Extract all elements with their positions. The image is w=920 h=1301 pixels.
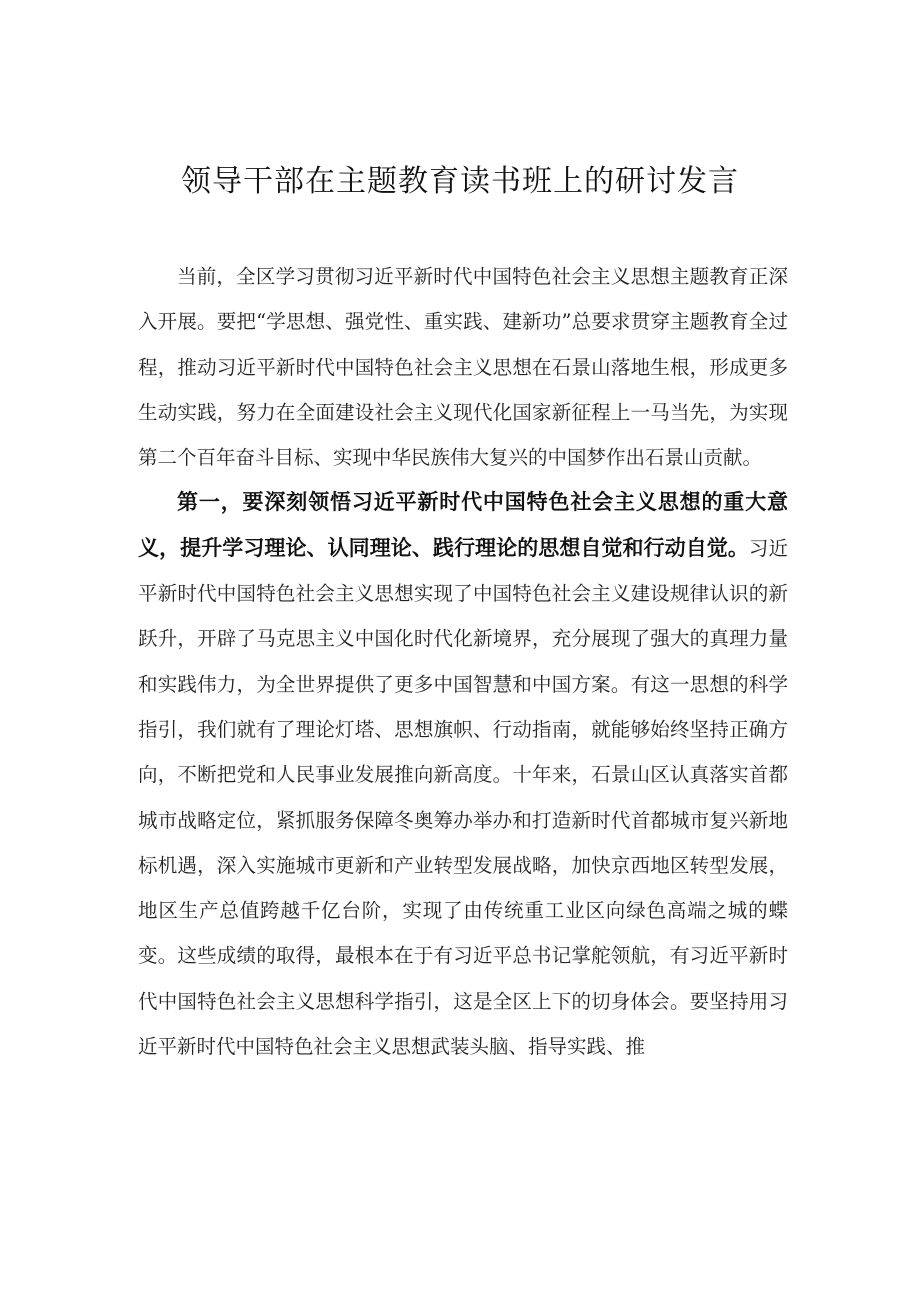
document-title: 领导干部在主题教育读书班上的研讨发言 [181, 164, 739, 199]
paragraph-first-point-text: 习近平新时代中国特色社会主义思想实现了中国特色社会主义建设规律认识的新跃升，开辟了马克思主义中国化时代化新境界，充分展现了强大的真理力量和实践伟力，为全世界提供了更多中国智慧和中国方案。有这一思想的科学指引，我们就有了理论灯塔、思想旗帜、行动指南，就能够始终坚持正确方向，不断把党和人民事业发展推向新高度。十年来，石景山区认真落实首都城市战略定位，紧抓服务保障冬奥筹办举办和打造新时代首都城市复兴新地标机遇，深入实施城市更新和产业转型发展战略，加快京西地区转型发展，地区生产总值跨越千亿台阶，实现了由传统重工业区向绿色高端之城的蝶变。这些成绩的取得，最根本在于有习近平总书记掌舵领航，有习近平新时代中国特色社会主义思想科学指引，这是全区上下的切身体会。要坚持用习近平新时代中国特色社会主义思想武装头脑、指导实践、推 [138, 536, 788, 1059]
paragraph-first-point-heading: 第一，要深刻领悟习近平新时代中国特色社会主义思想的重大意义，提升学习理论、认同理论、践行理论的思想自觉和行动自觉。 [138, 490, 788, 560]
paragraph-first-point [138, 480, 788, 1069]
document-body [138, 254, 788, 1069]
paragraph-intro [138, 254, 788, 480]
paragraph-intro-text: 当前，全区学习贯彻习近平新时代中国特色社会主义思想主题教育正深入开展。要把“学思想、强党性、重实践、建新功”总要求贯穿主题教育全过程，推动习近平新时代中国特色社会主义思想在石景山落地生根，形成更多生动实践，努力在全面建设社会主义现代化国家新征程上一马当先，为实现第二个百年奋斗目标、实现中华民族伟大复兴的中国梦作出石景山贡献。 [138, 265, 788, 470]
